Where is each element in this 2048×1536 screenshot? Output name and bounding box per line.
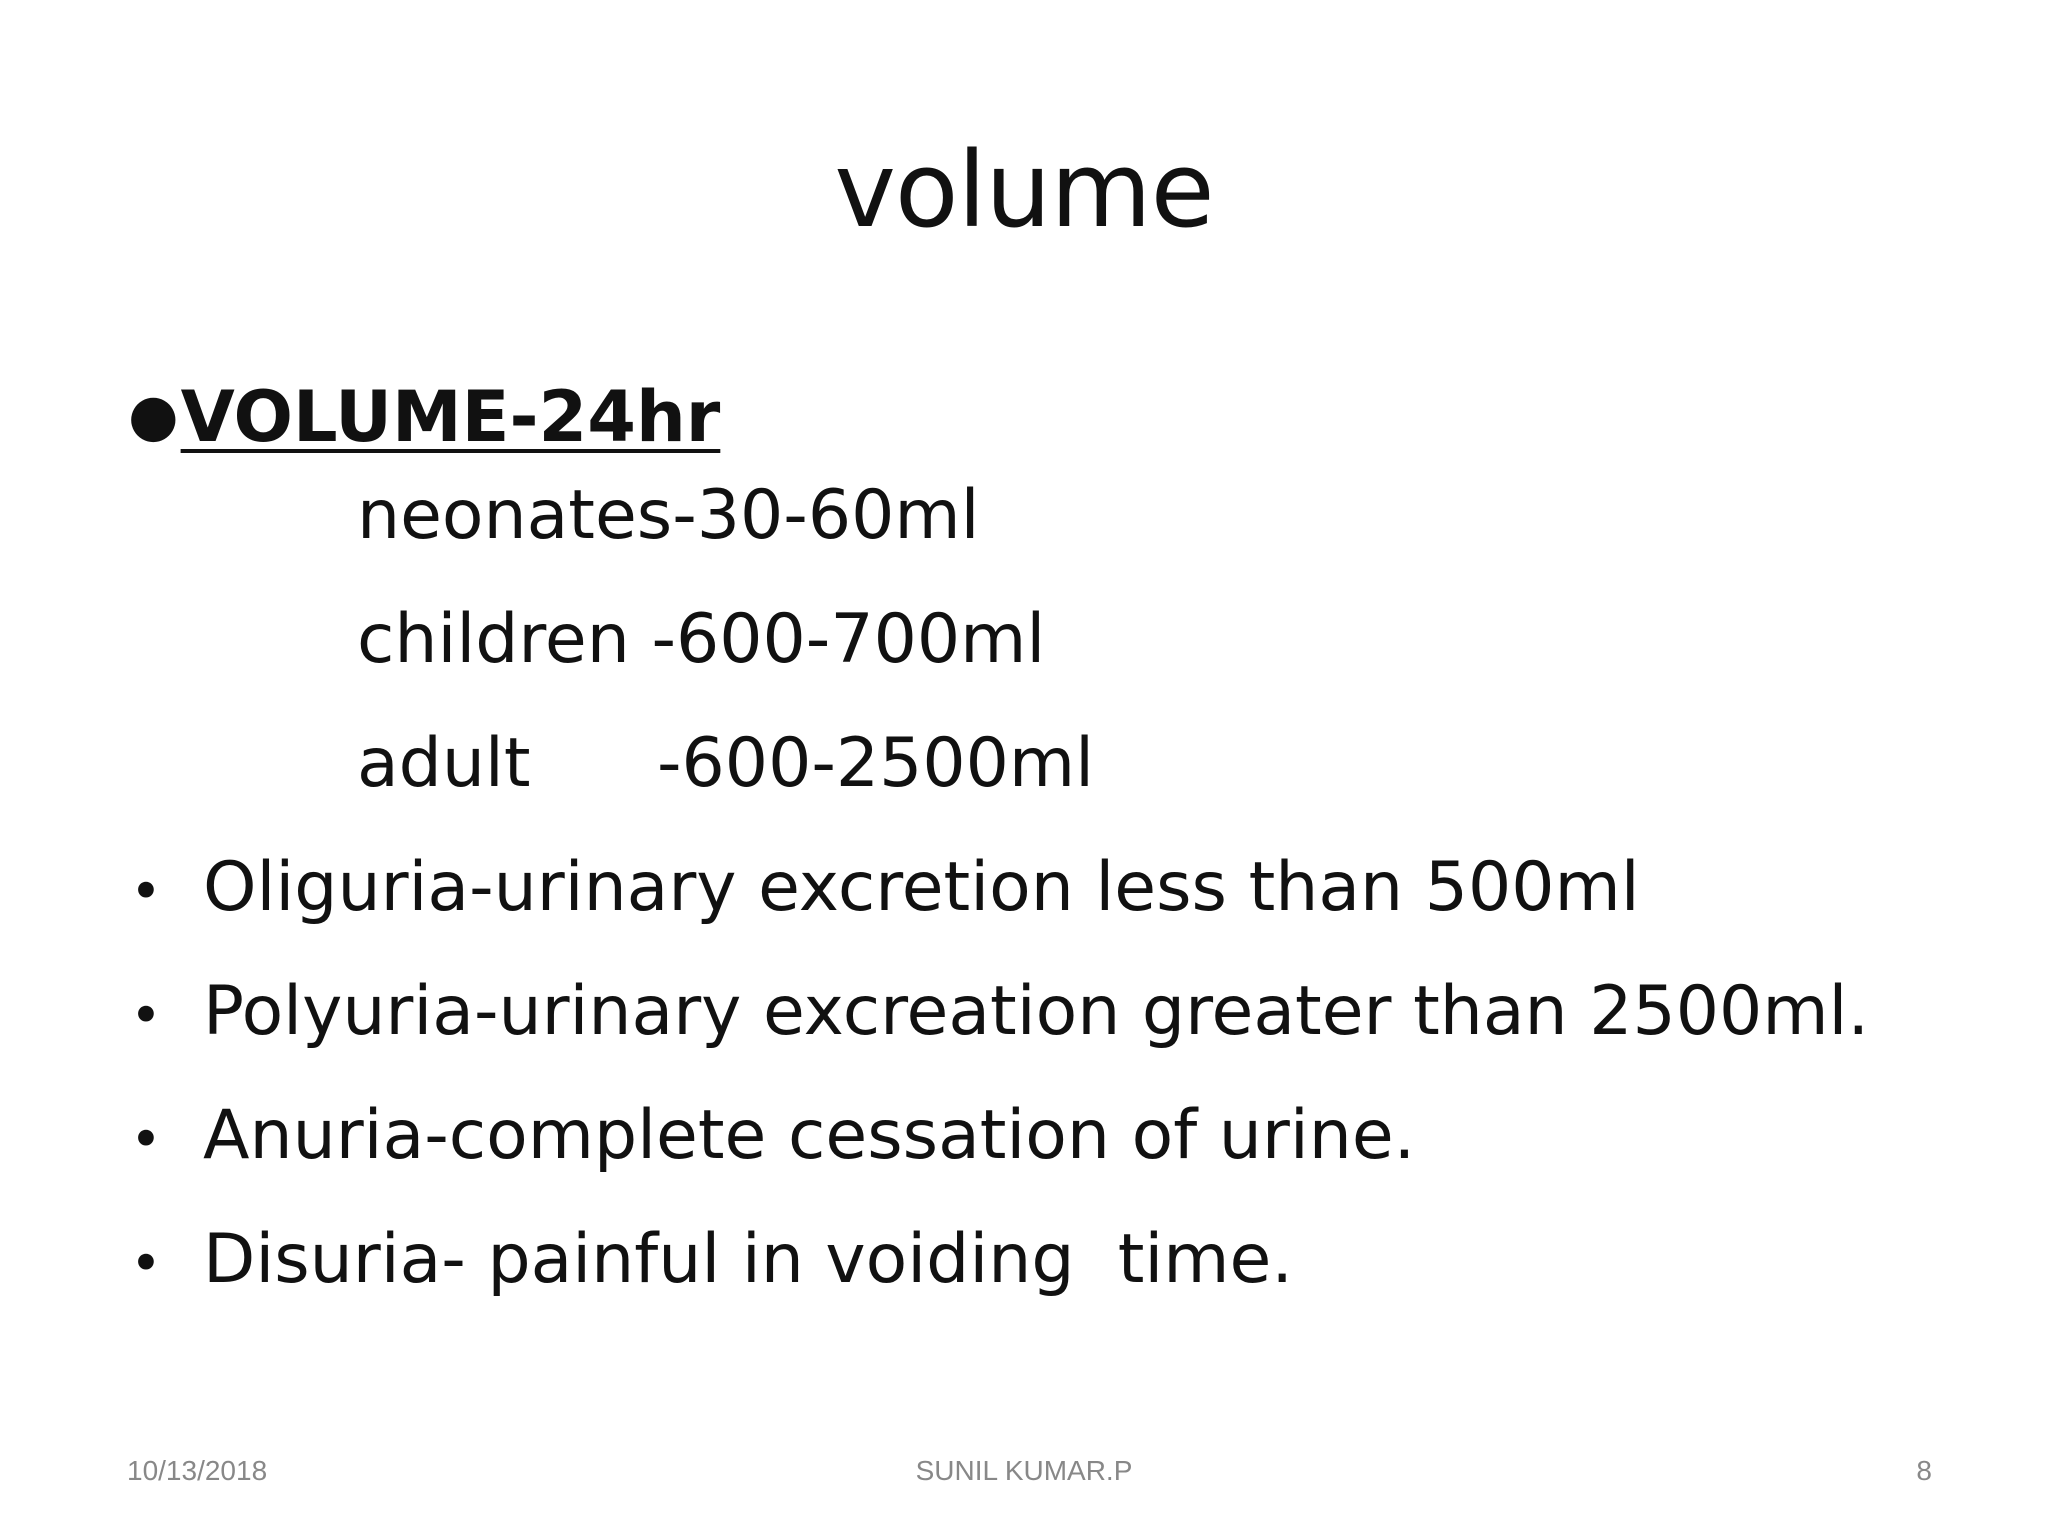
bullet-text: Oliguria-urinary excretion less than 500ml bbox=[203, 848, 1640, 927]
bullet-oliguria bbox=[128, 847, 1948, 971]
slide-title: volume bbox=[834, 129, 1214, 251]
sub-item-children bbox=[128, 599, 1948, 723]
footer-page-number: 8 bbox=[1916, 1455, 1932, 1486]
footer-date: 10/13/2018 bbox=[127, 1455, 268, 1486]
sub-item-label: neonates bbox=[357, 476, 673, 555]
bullet-disuria bbox=[128, 1219, 1948, 1343]
heading-text: VOLUME-24hr bbox=[180, 376, 721, 458]
sub-item-neonates bbox=[128, 475, 1948, 599]
sub-item-value: -600-700ml bbox=[651, 600, 1046, 679]
bullet-text: Anuria-complete cessation of urine. bbox=[203, 1096, 1416, 1175]
bullet-text: Polyuria-urinary excreation greater than 2500ml. bbox=[203, 972, 1870, 1051]
footer-author: SUNIL KUMAR.P bbox=[915, 1455, 1133, 1486]
bullet-marker: • bbox=[130, 1108, 162, 1171]
bullet-marker: • bbox=[130, 984, 162, 1047]
sub-item-adult bbox=[128, 723, 1948, 847]
sub-item-value: -30-60ml bbox=[672, 476, 980, 555]
bullet-marker: • bbox=[130, 860, 162, 923]
slide-content bbox=[128, 375, 1948, 1343]
bullet-marker: • bbox=[130, 1232, 162, 1295]
sub-item-label: children bbox=[357, 600, 652, 679]
volume-heading bbox=[128, 375, 1948, 475]
heading-bullet: ● bbox=[128, 381, 179, 449]
sub-item-value: -600-2500ml bbox=[657, 724, 1095, 803]
bullet-polyuria bbox=[128, 971, 1948, 1095]
bullet-anuria bbox=[128, 1095, 1948, 1219]
sub-item-label: adult bbox=[357, 724, 531, 803]
bullet-text: Disuria- painful in voiding time. bbox=[203, 1220, 1293, 1299]
